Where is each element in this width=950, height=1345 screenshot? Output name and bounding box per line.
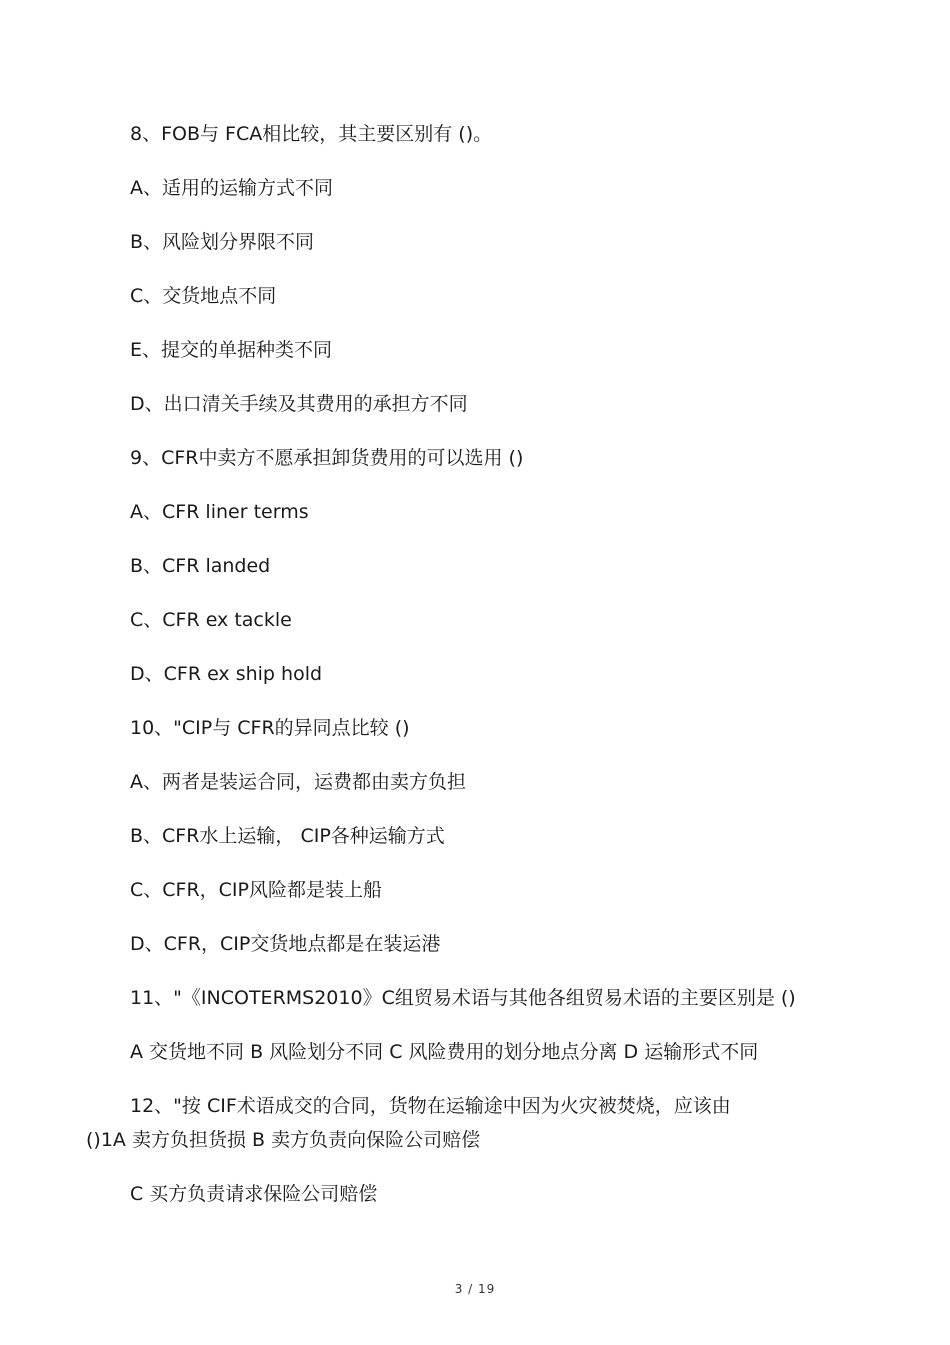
question-11-options: A 交货地不同 B 风险划分不同 C 风险费用的划分地点分离 D 运输形式不同 [130,1041,759,1063]
question-12-stem-continued: ()1A 卖方负担货损 B 卖方负责向保险公司赔偿 [86,1129,481,1151]
question-11-stem: 11、"《INCOTERMS2010》C组贸易术语与其他各组贸易术语的主要区别是 () [130,987,796,1009]
question-8-stem: 8、FOB与 FCA相比较，其主要区别有 ()。 [130,123,493,145]
question-8-option-d: D、出口清关手续及其费用的承担方不同 [130,393,468,415]
page-number: 3 / 19 [454,1282,496,1296]
question-8-option-c: C、交货地点不同 [130,285,277,307]
question-9-stem: 9、CFR中卖方不愿承担卸货费用的可以选用 () [130,447,524,469]
question-10-option-d: D、CFR，CIP交货地点都是在装运港 [130,933,441,955]
question-10-option-b: B、CFR水上运输， CIP各种运输方式 [130,825,445,847]
question-9-option-b: B、CFR landed [130,555,271,577]
question-12-stem: 12、"按 CIF术语成交的合同，货物在运输途中因为火灾被焚烧，应该由 [130,1095,731,1117]
question-8-option-a: A、适用的运输方式不同 [130,177,333,199]
question-10-option-a: A、两者是装运合同，运费都由卖方负担 [130,771,466,793]
question-12-option-c: C 买方负责请求保险公司赔偿 [130,1183,378,1205]
question-10-option-c: C、CFR，CIP风险都是装上船 [130,879,382,901]
question-8-option-b: B、风险划分界限不同 [130,231,315,253]
question-9-option-a: A、CFR liner terms [130,501,309,523]
question-10-stem: 10、"CIP与 CFR的异同点比较 () [130,717,410,739]
question-9-option-c: C、CFR ex tackle [130,609,292,631]
question-8-option-e: E、提交的单据种类不同 [130,339,333,361]
question-9-option-d: D、CFR ex ship hold [130,663,323,685]
